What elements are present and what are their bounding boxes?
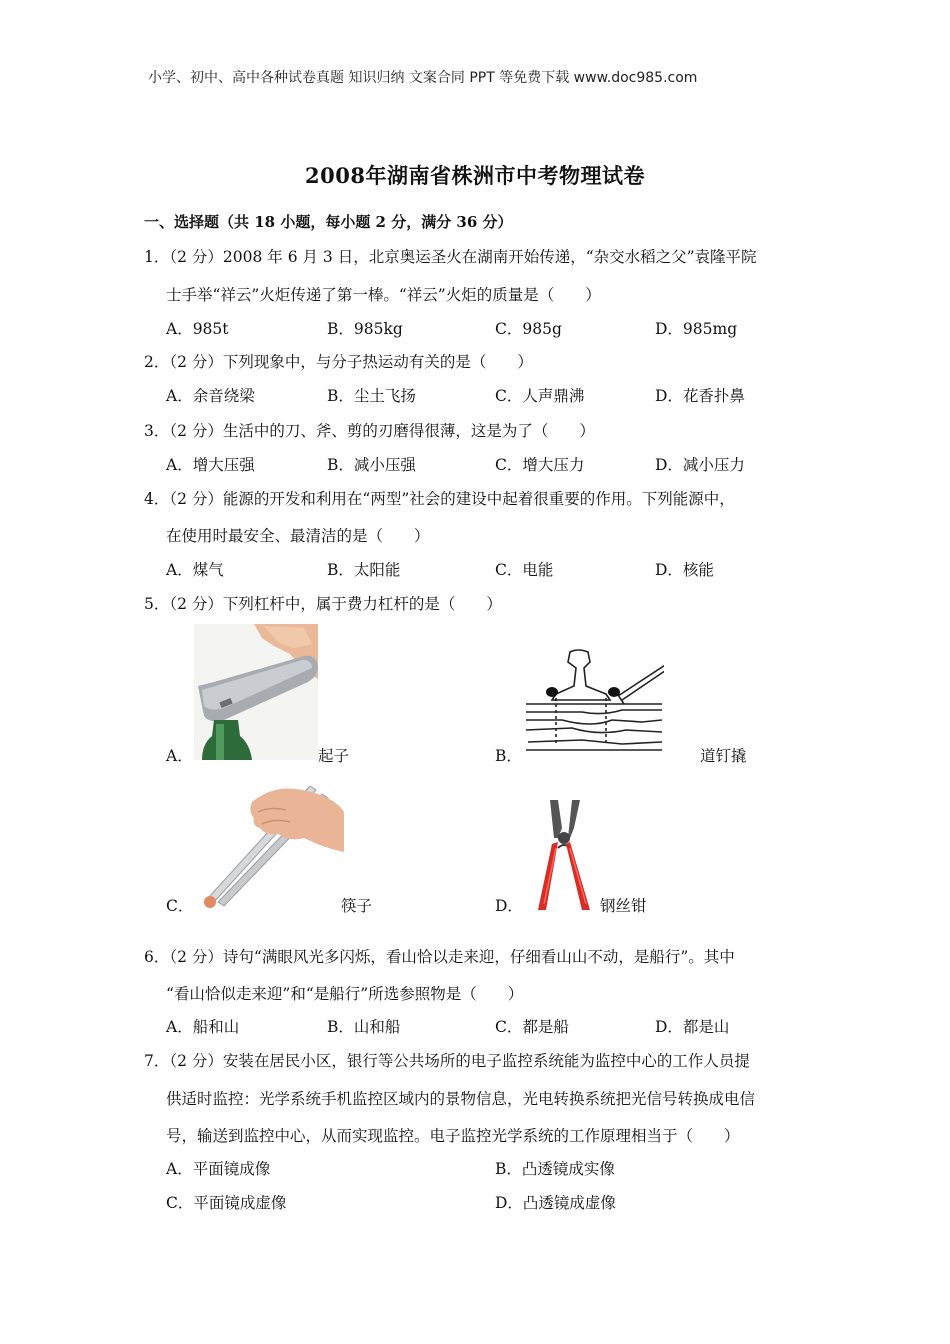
question-3-option-d: D．减小压力 [655, 456, 745, 474]
question-3-option-b: B．减小压强 [327, 456, 416, 474]
question-5-option-b-letter: B． [495, 747, 522, 765]
question-4-option-a: A．煤气 [166, 561, 224, 579]
question-7-line-3: 号，输送到监控中心，从而实现监控。电子监控光学系统的工作原理相当于（ ） [166, 1127, 740, 1145]
question-1-line-1: 1．（2 分）2008 年 6 月 3 日，北京奥运圣火在湖南开始传递，“杂交水稻之父”袁隆平院 [144, 248, 757, 266]
question-5-option-b-caption: 道钉撬 [700, 747, 747, 765]
section-heading: 一、选择题（共 18 小题，每小题 2 分，满分 36 分） [144, 213, 513, 231]
question-7-option-d: D．凸透镜成虚像 [495, 1194, 616, 1212]
rail-spike-crowbar-image [522, 646, 664, 758]
question-6-option-a: A．船和山 [166, 1018, 240, 1036]
question-2-option-d: D．花香扑鼻 [655, 387, 745, 405]
question-1-line-2: 士手举“祥云”火炬传递了第一棒。“祥云”火炬的质量是（ ） [166, 286, 601, 304]
question-5-option-d-caption: 钢丝钳 [600, 897, 647, 915]
question-6-line-2: “看山恰似走来迎”和“是船行”所选参照物是（ ） [166, 985, 524, 1003]
question-7-option-b: B．凸透镜成实像 [495, 1160, 615, 1178]
question-7-option-a: A．平面镜成像 [166, 1160, 271, 1178]
question-7-option-c: C．平面镜成虚像 [166, 1194, 287, 1212]
question-4-option-d: D．核能 [655, 561, 714, 579]
question-6-line-1: 6．（2 分）诗句“满眼风光多闪烁，看山恰以走来迎，仔细看山山不动，是船行”。其中 [144, 948, 735, 966]
question-4-line-2: 在使用时最安全、最清洁的是（ ） [166, 527, 430, 545]
question-5-option-c-caption: 筷子 [341, 897, 373, 915]
question-2-option-c: C．人声鼎沸 [495, 387, 585, 405]
bottle-opener-image [194, 624, 318, 760]
question-1-option-b: B．985kg [327, 320, 403, 338]
page-header: 小学、初中、高中各种试卷真题 知识归纳 文案合同 PPT 等免费下载 www.doc985.com [148, 70, 698, 86]
question-6-option-c: C．都是船 [495, 1018, 569, 1036]
question-7-line-2: 供适时监控：光学系统手机监控区域内的景物信息，光电转换系统把光信号转换成电信 [166, 1090, 756, 1108]
question-5-option-d-letter: D． [495, 897, 523, 915]
question-7-line-1: 7．（2 分）安装在居民小区，银行等公共场所的电子监控系统能为监控中心的工作人员提 [144, 1052, 750, 1070]
page-title: 2008年湖南省株洲市中考物理试卷 [305, 163, 645, 188]
question-4-option-b: B．太阳能 [327, 561, 401, 579]
question-1-option-d: D．985mg [655, 320, 738, 338]
question-6-option-b: B．山和船 [327, 1018, 401, 1036]
wire-pliers-image [528, 798, 600, 912]
question-2-option-b: B．尘土飞扬 [327, 387, 416, 405]
question-5-option-a-caption: 起子 [318, 747, 350, 765]
question-4-option-c: C．电能 [495, 561, 554, 579]
question-3-line-1: 3．（2 分）生活中的刀、斧、剪的刃磨得很薄，这是为了（ ） [144, 422, 595, 440]
question-1-option-a: A．985t [166, 320, 229, 338]
question-5-line-1: 5．（2 分）下列杠杆中，属于费力杠杆的是（ ） [144, 595, 502, 613]
question-4-line-1: 4．（2 分）能源的开发和利用在“两型”社会的建设中起着很重要的作用。下列能源中， [144, 490, 735, 508]
question-2-option-a: A．余音绕梁 [166, 387, 255, 405]
question-5-option-a-letter: A． [166, 747, 193, 765]
question-5-option-c-letter: C． [166, 897, 194, 915]
question-3-option-c: C．增大压力 [495, 456, 585, 474]
question-1-option-c: C．985g [495, 320, 562, 338]
question-3-option-a: A．增大压强 [166, 456, 255, 474]
chopsticks-image [194, 782, 344, 912]
question-2-line-1: 2．（2 分）下列现象中，与分子热运动有关的是（ ） [144, 353, 533, 371]
question-6-option-d: D．都是山 [655, 1018, 730, 1036]
